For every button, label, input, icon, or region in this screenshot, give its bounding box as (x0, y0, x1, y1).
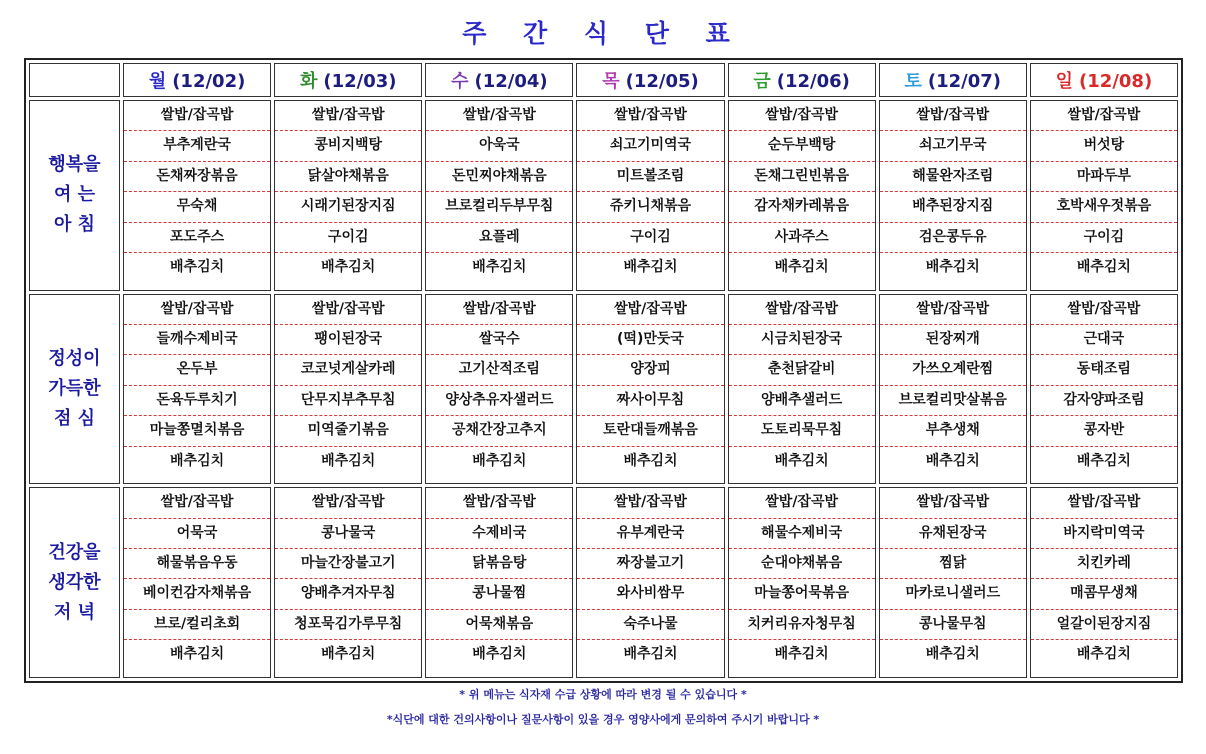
menu-item: 수제비국 (426, 519, 572, 549)
menu-item: 콩나물찜 (426, 579, 572, 609)
menu-cell (123, 100, 271, 291)
menu-item: 찜닭 (880, 549, 1026, 579)
menu-cell (425, 487, 573, 678)
menu-item: 부추계란국 (124, 131, 270, 161)
menu-item: 쌀국수 (426, 325, 572, 355)
menu-item: 브로컬리맛살볶음 (880, 386, 1026, 416)
menu-item: 온두부 (124, 355, 270, 385)
day-header (728, 63, 876, 97)
menu-item: 브로컬리두부무침 (426, 192, 572, 222)
menu-cell (274, 100, 422, 291)
menu-cell (274, 294, 422, 485)
menu-item: 배추김치 (321, 258, 376, 275)
menu-item: 돈채그린빈볶음 (729, 162, 875, 192)
day-label: 수 (451, 71, 469, 92)
menu-item: 쌀밥/잡곡밥 (275, 295, 421, 325)
menu-item: 순두부백탕 (729, 131, 875, 161)
menu-item: 콩자반 (1031, 416, 1177, 446)
menu-item: 쌀밥/잡곡밥 (275, 101, 421, 131)
menu-item: 춘천닭갈비 (729, 355, 875, 385)
menu-item: 들깨수제비국 (124, 325, 270, 355)
menu-item: 도토리묵무침 (729, 416, 875, 446)
menu-item: 팽이된장국 (275, 325, 421, 355)
menu-item: 미역줄기볶음 (275, 416, 421, 446)
menu-item: 배추김치 (925, 452, 980, 469)
menu-item: 바지락미역국 (1031, 519, 1177, 549)
menu-item: 배추김치 (1076, 646, 1131, 663)
menu-cell (879, 100, 1027, 291)
menu-item: 쌀밥/잡곡밥 (880, 488, 1026, 518)
menu-item: 유부계란국 (577, 519, 723, 549)
day-header (425, 63, 573, 97)
menu-item: 배추된장지짐 (880, 192, 1026, 222)
menu-item: 어묵국 (124, 519, 270, 549)
menu-item: 청포묵김가루무침 (275, 610, 421, 640)
menu-item: 시금치된장국 (729, 325, 875, 355)
menu-item: 사과주스 (729, 223, 875, 253)
meal-label-line: 저 녁 (53, 601, 96, 623)
menu-item: 쇠고기무국 (880, 131, 1026, 161)
menu-item: 감자채카레볶음 (729, 192, 875, 222)
menu-item: 쌀밥/잡곡밥 (577, 488, 723, 518)
menu-item: 시래기된장지짐 (275, 192, 421, 222)
menu-item: 근대국 (1031, 325, 1177, 355)
menu-item: 쌀밥/잡곡밥 (880, 101, 1026, 131)
menu-item: 순대야채볶음 (729, 549, 875, 579)
menu-item: 마카로니샐러드 (880, 579, 1026, 609)
menu-item: 코코넛게살카레 (275, 355, 421, 385)
menu-item: 콩나물국 (275, 519, 421, 549)
menu-item: 감자양파조림 (1031, 386, 1177, 416)
day-label: 금 (753, 71, 771, 92)
menu-item: 배추김치 (623, 258, 678, 275)
menu-item: 쌀밥/잡곡밥 (729, 488, 875, 518)
menu-item: 버섯탕 (1031, 131, 1177, 161)
menu-item: 쌀밥/잡곡밥 (577, 101, 723, 131)
menu-cell (576, 487, 724, 678)
menu-cell (425, 100, 573, 291)
day-header (879, 63, 1027, 97)
menu-item: 배추김치 (170, 646, 225, 663)
day-label: 토 (904, 71, 922, 92)
day-label: 일 (1055, 71, 1074, 92)
menu-item: 쌀밥/잡곡밥 (1031, 295, 1177, 325)
menu-item: 배추김치 (774, 258, 829, 275)
notice-contact: *식단에 대한 건의사항이나 질문사항이 있을 경우 영양사에게 문의하여 주시기 바랍니다 * (386, 713, 820, 726)
menu-item: 닭볶음탕 (426, 549, 572, 579)
menu-item: 양장피 (577, 355, 723, 385)
header-row (29, 63, 1178, 97)
meal-row (29, 294, 1178, 485)
menu-item: (떡)만둣국 (577, 325, 723, 355)
menu-item: 양상추유자샐러드 (426, 386, 572, 416)
menu-item: 치킨카레 (1031, 549, 1177, 579)
menu-cell (728, 487, 876, 678)
menu-item: 쌀밥/잡곡밥 (426, 101, 572, 131)
meal-label-line: 행복을 (48, 154, 101, 176)
menu-item: 배추김치 (1076, 258, 1131, 275)
menu-item: 배추김치 (925, 646, 980, 663)
menu-item: 가쓰오계란찜 (880, 355, 1026, 385)
meal-label (29, 100, 120, 291)
menu-item: 쇠고기미역국 (577, 131, 723, 161)
menu-item: 호박새우젓볶음 (1031, 192, 1177, 222)
menu-item: 배추김치 (774, 452, 829, 469)
menu-item: 쌀밥/잡곡밥 (124, 295, 270, 325)
menu-item: 배추김치 (170, 452, 225, 469)
menu-item: 쌀밥/잡곡밥 (124, 101, 270, 131)
menu-item: 짜사이무침 (577, 386, 723, 416)
menu-item: 구이김 (1031, 223, 1177, 253)
meal-label-line: 정성이 (48, 347, 101, 369)
menu-item: 어묵채볶음 (426, 610, 572, 640)
day-date: (12/05) (625, 71, 699, 92)
menu-cell (1030, 487, 1178, 678)
menu-item: 배추김치 (472, 452, 527, 469)
menu-item: 토란대들깨볶음 (577, 416, 723, 446)
day-header (1030, 63, 1178, 97)
menu-item: 포도주스 (124, 223, 270, 253)
day-label: 월 (148, 71, 167, 92)
menu-cell (425, 294, 573, 485)
menu-item: 양배추샐러드 (729, 386, 875, 416)
day-date: (12/08) (1079, 71, 1153, 92)
menu-item: 쌀밥/잡곡밥 (729, 295, 875, 325)
menu-item: 배추김치 (1076, 452, 1131, 469)
menu-item: 해물완자조림 (880, 162, 1026, 192)
menu-item: 마늘쫑어묵볶음 (729, 579, 875, 609)
meal-label (29, 294, 120, 485)
menu-item: 매콤무생채 (1031, 579, 1177, 609)
menu-cell (123, 294, 271, 485)
menu-item: 배추김치 (472, 646, 527, 663)
meal-row (29, 487, 1178, 678)
day-label: 목 (602, 71, 620, 92)
day-header (123, 63, 271, 97)
menu-item: 쌀밥/잡곡밥 (275, 488, 421, 518)
menu-item: 쥬키니채볶음 (577, 192, 723, 222)
day-header (274, 63, 422, 97)
menu-cell (1030, 294, 1178, 485)
menu-item: 쌀밥/잡곡밥 (124, 488, 270, 518)
menu-item: 배추김치 (321, 452, 376, 469)
menu-item: 쌀밥/잡곡밥 (729, 101, 875, 131)
menu-item: 고기산적조림 (426, 355, 572, 385)
menu-item: 무숙채 (124, 192, 270, 222)
menu-item: 와사비쌈무 (577, 579, 723, 609)
day-date: (12/03) (323, 71, 397, 92)
meal-label-line: 여 는 (53, 184, 96, 206)
meal-label-line: 생각한 (48, 571, 101, 593)
menu-item: 배추김치 (321, 646, 376, 663)
menu-item: 얼갈이된장지짐 (1031, 610, 1177, 640)
day-header (576, 63, 724, 97)
menu-item: 배추김치 (623, 452, 678, 469)
menu-cell (123, 487, 271, 678)
menu-item: 베이컨감자채볶음 (124, 579, 270, 609)
menu-item: 배추김치 (774, 646, 829, 663)
menu-item: 배추김치 (925, 258, 980, 275)
meal-label-line: 가득한 (48, 377, 101, 399)
menu-item: 쌀밥/잡곡밥 (1031, 101, 1177, 131)
page-title: 주 간 식 단 표 (462, 19, 744, 48)
menu-item: 아욱국 (426, 131, 572, 161)
menu-item: 해물수제비국 (729, 519, 875, 549)
day-date: (12/02) (172, 71, 246, 92)
menu-item: 돈채짜장볶음 (124, 162, 270, 192)
menu-item: 콩비지백탕 (275, 131, 421, 161)
menu-item: 단무지부추무침 (275, 386, 421, 416)
meal-row (29, 100, 1178, 291)
meal-label-line: 아 침 (53, 214, 96, 236)
menu-item: 콩나물무침 (880, 610, 1026, 640)
menu-item: 쌀밥/잡곡밥 (426, 295, 572, 325)
menu-item: 배추김치 (170, 258, 225, 275)
menu-item: 쌀밥/잡곡밥 (1031, 488, 1177, 518)
day-date: (12/07) (927, 71, 1002, 92)
menu-item: 마늘쫑멸치볶음 (124, 416, 270, 446)
menu-item: 치커리유자청무침 (729, 610, 875, 640)
menu-item: 구이김 (577, 223, 723, 253)
menu-item: 마파두부 (1031, 162, 1177, 192)
menu-cell (576, 294, 724, 485)
menu-cell (728, 294, 876, 485)
menu-cell (879, 487, 1027, 678)
notice-change: * 위 메뉴는 식자재 수급 상황에 따라 변경 될 수 있습니다 * (459, 688, 747, 701)
menu-item: 숙주나물 (577, 610, 723, 640)
menu-item: 닭살야채볶음 (275, 162, 421, 192)
menu-item: 쌀밥/잡곡밥 (880, 295, 1026, 325)
meal-label-line: 점 심 (53, 407, 96, 429)
menu-item: 배추김치 (623, 646, 678, 663)
menu-item: 양배추겨자무침 (275, 579, 421, 609)
menu-cell (576, 100, 724, 291)
menu-item: 검은콩두유 (880, 223, 1026, 253)
menu-table (24, 58, 1183, 683)
menu-item: 짜장불고기 (577, 549, 723, 579)
menu-item: 돈민찌야채볶음 (426, 162, 572, 192)
menu-cell (879, 294, 1027, 485)
menu-item: 된장찌개 (880, 325, 1026, 355)
menu-item: 공채간장고추지 (426, 416, 572, 446)
menu-item: 쌀밥/잡곡밥 (426, 488, 572, 518)
day-date: (12/06) (776, 71, 850, 92)
day-date: (12/04) (474, 71, 548, 92)
menu-item: 브로/컬리초회 (124, 610, 270, 640)
menu-item: 해물볶음우동 (124, 549, 270, 579)
day-label: 화 (299, 71, 318, 92)
menu-item: 쌀밥/잡곡밥 (577, 295, 723, 325)
menu-item: 부추생채 (880, 416, 1026, 446)
menu-item: 유채된장국 (880, 519, 1026, 549)
meal-label-line: 건강을 (48, 541, 101, 563)
menu-item: 구이김 (275, 223, 421, 253)
menu-item: 미트볼조림 (577, 162, 723, 192)
meal-label (29, 487, 120, 678)
menu-item: 배추김치 (472, 258, 527, 275)
menu-item: 돈육두루치기 (124, 386, 270, 416)
corner-cell (29, 63, 120, 97)
menu-cell (274, 487, 422, 678)
menu-cell (1030, 100, 1178, 291)
menu-cell (728, 100, 876, 291)
menu-item: 동태조림 (1031, 355, 1177, 385)
menu-item: 마늘간장불고기 (275, 549, 421, 579)
menu-item: 요플레 (426, 223, 572, 253)
